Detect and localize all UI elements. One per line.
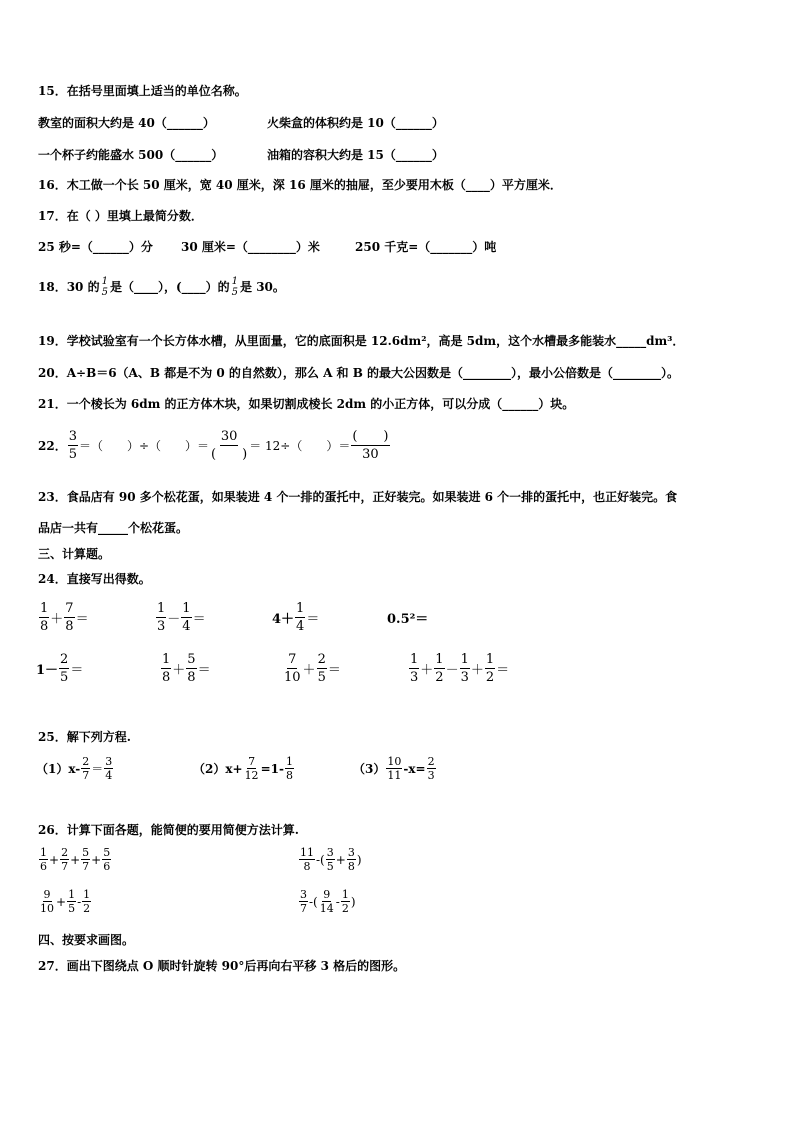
q17-a: 25 秒=（______）分 (38, 240, 153, 254)
q25-equation-2: （2）x+ $\frac{7}{12}$ =1- 1 8 (193, 755, 293, 782)
q26-expr-3: 9 10 + $\frac{1}{5}$ - 1 2 (40, 888, 91, 915)
q23-line2: 品店一共有_____个松花蛋。 (38, 521, 189, 535)
q18-pre: 18．30 的 (38, 280, 100, 294)
q25-equation-3: （3） 10 11 -x= $\frac{2}{3}$ (353, 755, 435, 782)
q25-title: 25．解下列方程. (38, 730, 131, 744)
q24-expr-6: 1 8 ＋ 5 8 ＝ (162, 652, 211, 685)
q24-expr-4: 0.5²＝ (387, 612, 429, 627)
section-4-title: 四、按要求画图。 (38, 933, 135, 947)
q24-expr-3: 4＋ 1 4 ＝ (272, 601, 320, 634)
q15-c: 一个杯子约能盛水 500（______） (38, 148, 224, 162)
q18-fraction-2: 1 5 (231, 276, 239, 298)
q26-title: 26．计算下面各题，能简便的要用简便方法计算. (38, 823, 299, 837)
q18-fraction-1: 1 5 (101, 276, 108, 298)
q22-frac-a: 3 5 (68, 429, 77, 462)
q16: 16．木工做一个长 50 厘米，宽 40 厘米，深 16 厘米的抽屉，至少要用木板（____）平方厘米． (38, 178, 562, 192)
q23-line1: 23．食品店有 90 多个松花蛋，如果装进 4 个一排的蛋托中，正好装完。如果装进 6 个一排的蛋托中，也正好装完。食 (38, 490, 678, 504)
q22-frac-b: 30 ( ) (211, 429, 248, 462)
q15-title: 15．在括号里面填上适当的单位名称。 (38, 84, 247, 98)
q17-c: 250 千克=（_______）吨 (355, 240, 497, 254)
q18-post: 是 30。 (240, 280, 285, 294)
q17-title: 17．在（ ）里填上最简分数． (38, 209, 203, 223)
q21: 21．一个棱长为 6dm 的正方体木块，如果切割成棱长 2dm 的小正方体，可以分成（______）块。 (38, 397, 575, 411)
q20: 20．A÷B＝6（A、B 都是不为 0 的自然数），那么 A 和 B 的最大公因数是（________），最小公倍数是（________）。 (38, 366, 680, 380)
q18 (38, 276, 285, 298)
q15-b: 火柴盒的体积约是 10（______） (267, 116, 444, 130)
q24-expr-1: 1 8 ＋ 7 8 ＝ (40, 601, 89, 634)
q24-expr-8: 1 3 ＋ 1 2 － 1 3 ＋ 1 2 ＝ (410, 652, 510, 685)
q24-expr-2: 1 3 － 1 4 ＝ (157, 601, 206, 634)
q24-expr-7: 7 10 ＋ 2 5 ＝ (284, 652, 341, 685)
q22-frac-c: ( ) 30 (352, 429, 389, 462)
section-3-title: 三、计算题。 (38, 547, 111, 561)
q24-title: 24．直接写出得数。 (38, 572, 151, 586)
q24-expr-5: 1－ 2 5 ＝ (36, 652, 84, 685)
q27: 27．画出下图绕点 O 顺时针旋转 90°后再向右平移 3 格后的图形。 (38, 959, 406, 973)
q19: 19．学校试验室有一个长方体水槽，从里面量，它的底面积是 12.6dm²，高是 5dm，这个水槽最多能装水_____dm³． (38, 334, 685, 348)
q26-expr-1: 1 6 + $\frac{2}{7}$ + $\frac{5}{7}$ + $\frac{5}{6}$ (40, 846, 111, 873)
q15-a: 教室的面积大约是 40（______） (38, 116, 215, 130)
q17-b: 30 厘米=（________）米 (181, 240, 320, 254)
q18-mid: 是（____），(____）的 (109, 280, 230, 294)
q25-equation-1: （1）x- 2 7 ＝ 3 4 (36, 755, 113, 782)
q26-expr-2: 11 8 -( 3 5 + $\frac{3}{8}$ ) (300, 846, 362, 873)
q15-d: 油箱的容积大约是 15（______） (267, 148, 444, 162)
q22: 22． 3 5 ＝（ ）÷（ ）＝ 30 ( ) ＝ 12÷（ ）＝ ( ) 30 (38, 429, 389, 462)
q26-expr-4: 3 7 -( 9 14 - 1 2 ) (300, 888, 356, 915)
